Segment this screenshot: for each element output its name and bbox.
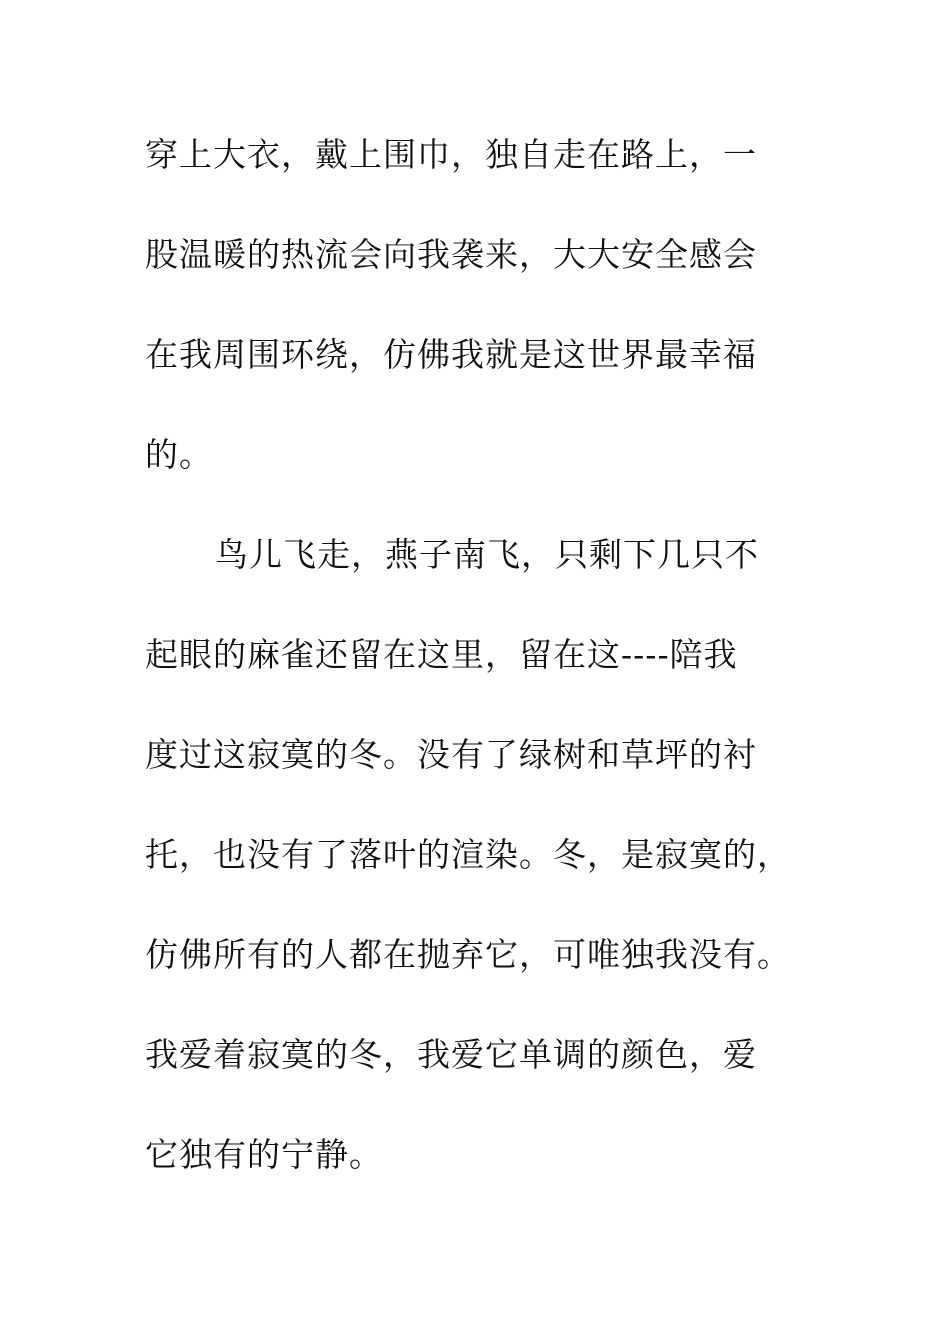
text-line: 起眼的麻雀还留在这里，留在这----陪我 bbox=[145, 635, 738, 674]
article-body bbox=[145, 123, 805, 1223]
paragraph-first-line: 鸟儿飞走，燕子南飞，只剩下几只不 bbox=[215, 535, 759, 574]
text-line: 它独有的宁静。 bbox=[145, 1135, 383, 1174]
text-line: 仿佛所有的人都在抛弃它，可唯独我没有。 bbox=[145, 935, 791, 974]
text-line: 股温暖的热流会向我袭来，大大安全感会 bbox=[145, 235, 757, 274]
text-line: 在我周围环绕，仿佛我就是这世界最幸福 bbox=[145, 335, 757, 374]
text-line: 度过这寂寞的冬。没有了绿树和草坪的衬 bbox=[145, 735, 757, 774]
text-line: 的。 bbox=[145, 435, 213, 474]
text-line: 托，也没有了落叶的渲染。冬，是寂寞的， bbox=[145, 835, 791, 874]
text-line: 我爱着寂寞的冬，我爱它单调的颜色，爱 bbox=[145, 1035, 757, 1074]
text-line: 穿上大衣，戴上围巾，独自走在路上，一 bbox=[145, 135, 757, 174]
